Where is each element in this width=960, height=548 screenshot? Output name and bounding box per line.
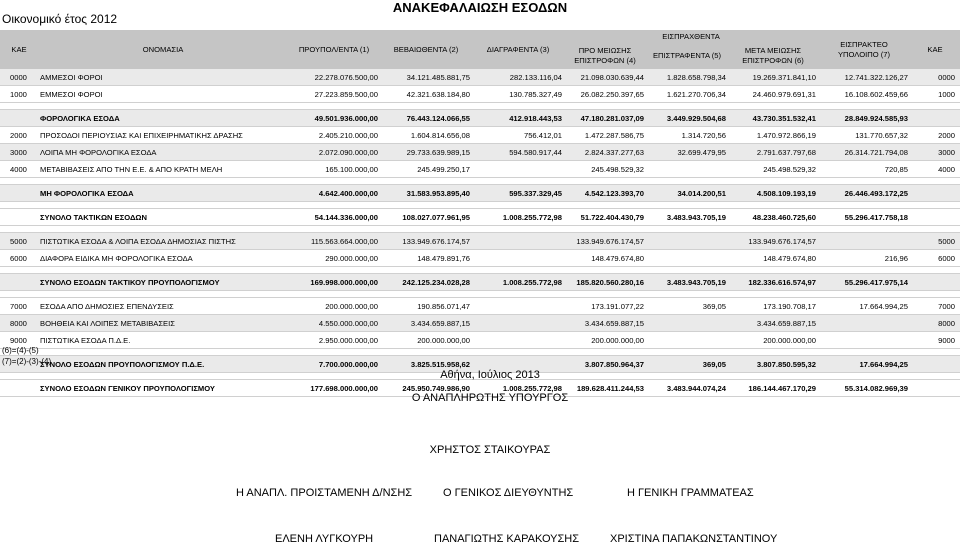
cell-collectible bbox=[818, 233, 910, 250]
cell-certified: 108.027.077.961,95 bbox=[380, 209, 472, 226]
spacer-cell bbox=[0, 178, 960, 185]
cell-name: ΑΜΜΕΣΟΙ ΦΟΡΟΙ bbox=[38, 69, 288, 86]
cell-name: ΕΣΟΔΑ ΑΠΟ ΔΗΜΟΣΙΕΣ ΕΠΕΝΔΥΣΕΙΣ bbox=[38, 298, 288, 315]
cell-pre-refund: 1.472.287.586,75 bbox=[564, 127, 646, 144]
cell-written-off: 130.785.327,49 bbox=[472, 86, 564, 103]
role-center: Ο ΓΕΝΙΚΟΣ ΔΙΕΥΘΥΝΤΗΣ bbox=[443, 487, 574, 499]
cell-kae-right: 6000 bbox=[910, 250, 960, 267]
cell-kae-right bbox=[910, 274, 960, 291]
table-row bbox=[0, 185, 960, 202]
cell-certified: 190.856.071,47 bbox=[380, 298, 472, 315]
cell-certified: 245.950.749.986,90 bbox=[380, 380, 472, 397]
cell-pre-refund: 47.180.281.037,09 bbox=[564, 110, 646, 127]
cell-certified: 42.321.638.184,80 bbox=[380, 86, 472, 103]
spacer-cell bbox=[0, 291, 960, 298]
table-spacer-row bbox=[0, 267, 960, 274]
header-post-refund: ΜΕΤΑ ΜΕΙΩΣΗΣ ΕΠΙΣΤΡΟΦΩΝ (6) bbox=[728, 43, 818, 69]
cell-kae: 0000 bbox=[0, 69, 38, 86]
cell-written-off: 1.008.255.772,98 bbox=[472, 380, 564, 397]
cell-collectible: 131.770.657,32 bbox=[818, 127, 910, 144]
role-left: Η ΑΝΑΠΛ. ΠΡΟΙΣΤΑΜΕΝΗ Δ/ΝΣΗΣ bbox=[236, 487, 413, 499]
cell-kae-right: 4000 bbox=[910, 161, 960, 178]
cell-pre-refund: 189.628.411.244,53 bbox=[564, 380, 646, 397]
cell-post-refund: 4.508.109.193,19 bbox=[728, 185, 818, 202]
table-row bbox=[0, 161, 960, 178]
cell-kae-right: 8000 bbox=[910, 315, 960, 332]
cell-written-off: 282.133.116,04 bbox=[472, 69, 564, 86]
cell-kae-right bbox=[910, 209, 960, 226]
cell-certified: 1.604.814.656,08 bbox=[380, 127, 472, 144]
cell-name: ΣΥΝΟΛΟ ΕΣΟΔΩΝ ΓΕΝΙΚΟΥ ΠΡΟΥΠΟΛΟΓΙΣΜΟΥ bbox=[38, 380, 288, 397]
cell-pre-refund: 2.824.337.277,63 bbox=[564, 144, 646, 161]
cell-forecast: 169.998.000.000,00 bbox=[288, 274, 380, 291]
cell-kae-right: 1000 bbox=[910, 86, 960, 103]
header-collectible: ΕΙΣΠΡΑΚΤΕΟ ΥΠΟΛΟΙΠΟ (7) bbox=[818, 30, 910, 69]
cell-written-off: 594.580.917,44 bbox=[472, 144, 564, 161]
cell-pre-refund: 133.949.676.174,57 bbox=[564, 233, 646, 250]
cell-kae: 1000 bbox=[0, 86, 38, 103]
cell-refunds bbox=[646, 315, 728, 332]
cell-certified: 3.434.659.887,15 bbox=[380, 315, 472, 332]
name-center: ΠΑΝΑΓΙΩΤΗΣ ΚΑΡΑΚΟΥΣΗΣ bbox=[434, 533, 580, 545]
deputy-minister-title: Ο ΑΝΑΠΛΗΡΩΤΗΣ ΥΠΟΥΡΓΟΣ bbox=[411, 392, 569, 404]
table-row bbox=[0, 274, 960, 291]
cell-kae-right: 0000 bbox=[910, 69, 960, 86]
cell-refunds: 3.483.943.705,19 bbox=[646, 274, 728, 291]
table-row bbox=[0, 209, 960, 226]
cell-written-off: 1.008.255.772,98 bbox=[472, 209, 564, 226]
cell-written-off bbox=[472, 332, 564, 349]
header-pre-refund: ΠΡΟ ΜΕΙΩΣΗΣ ΕΠΙΣΤΡΟΦΩΝ (4) bbox=[564, 43, 646, 69]
header-kae-right: ΚΑΕ bbox=[910, 30, 960, 69]
cell-forecast: 27.223.859.500,00 bbox=[288, 86, 380, 103]
cell-kae-right bbox=[910, 110, 960, 127]
cell-name: ΣΥΝΟΛΟ ΕΣΟΔΩΝ ΠΡΟΥΠΟΛΟΓΙΣΜΟΥ Π.Δ.Ε. bbox=[38, 356, 288, 373]
header-refunds: ΕΠΙΣΤΡΑΦΕΝΤΑ (5) bbox=[646, 43, 728, 69]
name-left: ΕΛΕΝΗ ΛΥΓΚΟΥΡΗ bbox=[275, 533, 374, 545]
cell-pre-refund: 200.000.000,00 bbox=[564, 332, 646, 349]
cell-forecast: 22.278.076.500,00 bbox=[288, 69, 380, 86]
cell-refunds: 3.483.943.705,19 bbox=[646, 209, 728, 226]
header-kae: ΚΑΕ bbox=[0, 30, 38, 69]
cell-written-off bbox=[472, 298, 564, 315]
revenue-summary-table bbox=[0, 30, 960, 397]
cell-refunds: 369,05 bbox=[646, 356, 728, 373]
cell-kae: 4000 bbox=[0, 161, 38, 178]
cell-collectible: 55.296.417.975,14 bbox=[818, 274, 910, 291]
cell-forecast: 290.000.000,00 bbox=[288, 250, 380, 267]
cell-name: ΕΜΜΕΣΟΙ ΦΟΡΟΙ bbox=[38, 86, 288, 103]
table-row bbox=[0, 86, 960, 103]
header-collected-group: ΕΙΣΠΡΑΧΘΕΝΤΑ bbox=[564, 30, 818, 43]
cell-post-refund: 245.498.529,32 bbox=[728, 161, 818, 178]
table-row bbox=[0, 110, 960, 127]
table-row bbox=[0, 298, 960, 315]
formula-note-1: (6)=(4)-(5) bbox=[2, 346, 39, 355]
cell-collectible: 720,85 bbox=[818, 161, 910, 178]
header-name: ΟΝΟΜΑΣΙΑ bbox=[38, 30, 288, 69]
table-row bbox=[0, 332, 960, 349]
cell-certified: 148.479.891,76 bbox=[380, 250, 472, 267]
table-row bbox=[0, 233, 960, 250]
cell-kae: 8000 bbox=[0, 315, 38, 332]
cell-forecast: 2.072.090.000,00 bbox=[288, 144, 380, 161]
cell-refunds bbox=[646, 250, 728, 267]
cell-written-off: 756.412,01 bbox=[472, 127, 564, 144]
cell-kae: 3000 bbox=[0, 144, 38, 161]
cell-name: ΠΙΣΤΩΤΙΚΑ ΕΣΟΔΑ Π.Δ.Ε. bbox=[38, 332, 288, 349]
cell-forecast: 165.100.000,00 bbox=[288, 161, 380, 178]
cell-collectible: 26.314.721.794,08 bbox=[818, 144, 910, 161]
cell-kae: 6000 bbox=[0, 250, 38, 267]
cell-post-refund: 186.144.467.170,29 bbox=[728, 380, 818, 397]
cell-name: ΒΟΗΘΕΙΑ ΚΑΙ ΛΟΙΠΕΣ ΜΕΤΑΒΙΒΑΣΕΙΣ bbox=[38, 315, 288, 332]
cell-refunds: 369,05 bbox=[646, 298, 728, 315]
header-forecast: ΠΡΟΥΠΟΛ/ΕΝΤΑ (1) bbox=[288, 30, 380, 69]
cell-forecast: 2.405.210.000,00 bbox=[288, 127, 380, 144]
cell-certified: 200.000.000,00 bbox=[380, 332, 472, 349]
cell-name: ΣΥΝΟΛΟ ΕΣΟΔΩΝ ΤΑΚΤΙΚΟΥ ΠΡΟΥΠΟΛΟΓΙΣΜΟΥ bbox=[38, 274, 288, 291]
formula-note-2: (7)=(2)-(3)-(4) bbox=[2, 357, 52, 366]
cell-kae: 5000 bbox=[0, 233, 38, 250]
page-title: ΑΝΑΚΕΦΑΛΑΙΩΣΗ ΕΣΟΔΩΝ bbox=[392, 0, 568, 15]
cell-forecast: 54.144.336.000,00 bbox=[288, 209, 380, 226]
cell-collectible: 12.741.322.126,27 bbox=[818, 69, 910, 86]
cell-collectible: 16.108.602.459,66 bbox=[818, 86, 910, 103]
cell-post-refund: 3.807.850.595,32 bbox=[728, 356, 818, 373]
cell-written-off: 1.008.255.772,98 bbox=[472, 274, 564, 291]
spacer-cell bbox=[0, 202, 960, 209]
table-row bbox=[0, 144, 960, 161]
cell-kae: 7000 bbox=[0, 298, 38, 315]
cell-certified: 242.125.234.028,28 bbox=[380, 274, 472, 291]
cell-certified: 29.733.639.989,15 bbox=[380, 144, 472, 161]
cell-collectible: 216,96 bbox=[818, 250, 910, 267]
cell-pre-refund: 3.807.850.964,37 bbox=[564, 356, 646, 373]
cell-refunds bbox=[646, 233, 728, 250]
cell-written-off: 595.337.329,45 bbox=[472, 185, 564, 202]
cell-kae-right: 2000 bbox=[910, 127, 960, 144]
table-row bbox=[0, 315, 960, 332]
cell-post-refund: 24.460.979.691,31 bbox=[728, 86, 818, 103]
cell-pre-refund: 148.479.674,80 bbox=[564, 250, 646, 267]
cell-written-off bbox=[472, 233, 564, 250]
table-spacer-row bbox=[0, 226, 960, 233]
header-certified: ΒΕΒΑΙΩΘΕΝΤΑ (2) bbox=[380, 30, 472, 69]
cell-post-refund: 48.238.460.725,60 bbox=[728, 209, 818, 226]
cell-collectible: 55.314.082.969,39 bbox=[818, 380, 910, 397]
cell-forecast: 2.950.000.000,00 bbox=[288, 332, 380, 349]
cell-name: ΦΟΡΟΛΟΓΙΚΑ ΕΣΟΔΑ bbox=[38, 110, 288, 127]
cell-forecast: 49.501.936.000,00 bbox=[288, 110, 380, 127]
cell-certified: 245.499.250,17 bbox=[380, 161, 472, 178]
cell-refunds bbox=[646, 332, 728, 349]
cell-forecast: 4.642.400.000,00 bbox=[288, 185, 380, 202]
cell-kae-right: 7000 bbox=[910, 298, 960, 315]
cell-forecast: 115.563.664.000,00 bbox=[288, 233, 380, 250]
cell-certified: 133.949.676.174,57 bbox=[380, 233, 472, 250]
table-spacer-row bbox=[0, 202, 960, 209]
cell-pre-refund: 173.191.077,22 bbox=[564, 298, 646, 315]
cell-post-refund: 200.000.000,00 bbox=[728, 332, 818, 349]
cell-forecast: 177.698.000.000,00 bbox=[288, 380, 380, 397]
cell-name: ΠΡΟΣΟΔΟΙ ΠΕΡΙΟΥΣΙΑΣ ΚΑΙ ΕΠΙΧΕΙΡΗΜΑΤΙΚΗΣ ΔΡΑΣΗΣ bbox=[38, 127, 288, 144]
cell-name: ΜΕΤΑΒΙΒΑΣΕΙΣ ΑΠΟ ΤΗΝ Ε.Ε. & ΑΠΟ ΚΡΑΤΗ ΜΕΛΗ bbox=[38, 161, 288, 178]
cell-kae bbox=[0, 185, 38, 202]
cell-collectible: 28.849.924.585,93 bbox=[818, 110, 910, 127]
cell-written-off bbox=[472, 250, 564, 267]
cell-name: ΜΗ ΦΟΡΟΛΟΓΙΚΑ ΕΣΟΔΑ bbox=[38, 185, 288, 202]
cell-refunds: 1.621.270.706,34 bbox=[646, 86, 728, 103]
cell-pre-refund: 185.820.560.280,16 bbox=[564, 274, 646, 291]
cell-kae-right: 9000 bbox=[910, 332, 960, 349]
cell-collectible bbox=[818, 315, 910, 332]
table-row bbox=[0, 250, 960, 267]
cell-post-refund: 173.190.708,17 bbox=[728, 298, 818, 315]
cell-post-refund: 182.336.616.574,97 bbox=[728, 274, 818, 291]
cell-written-off bbox=[472, 161, 564, 178]
cell-pre-refund: 26.082.250.397,65 bbox=[564, 86, 646, 103]
cell-collectible: 17.664.994,25 bbox=[818, 356, 910, 373]
cell-pre-refund: 21.098.030.639,44 bbox=[564, 69, 646, 86]
spacer-cell bbox=[0, 349, 960, 356]
table-header-row bbox=[0, 30, 960, 43]
table-spacer-row bbox=[0, 103, 960, 110]
cell-pre-refund: 4.542.123.393,70 bbox=[564, 185, 646, 202]
cell-certified: 76.443.124.066,55 bbox=[380, 110, 472, 127]
cell-pre-refund: 245.498.529,32 bbox=[564, 161, 646, 178]
table-row bbox=[0, 127, 960, 144]
spacer-cell bbox=[0, 226, 960, 233]
cell-name: ΛΟΙΠΑ ΜΗ ΦΟΡΟΛΟΓΙΚΑ ΕΣΟΔΑ bbox=[38, 144, 288, 161]
cell-post-refund: 133.949.676.174,57 bbox=[728, 233, 818, 250]
cell-name: ΔΙΑΦΟΡΑ ΕΙΔΙΚΑ ΜΗ ΦΟΡΟΛΟΓΙΚΑ ΕΣΟΔΑ bbox=[38, 250, 288, 267]
cell-collectible bbox=[818, 332, 910, 349]
spacer-cell bbox=[0, 267, 960, 274]
cell-collectible: 55.296.417.758,18 bbox=[818, 209, 910, 226]
cell-refunds: 1.314.720,56 bbox=[646, 127, 728, 144]
cell-pre-refund: 51.722.404.430,79 bbox=[564, 209, 646, 226]
cell-post-refund: 3.434.659.887,15 bbox=[728, 315, 818, 332]
cell-forecast: 4.550.000.000,00 bbox=[288, 315, 380, 332]
cell-name: ΠΙΣΤΩΤΙΚΑ ΕΣΟΔΑ & ΛΟΙΠΑ ΕΣΟΔΑ ΔΗΜΟΣΙΑΣ ΠΙΣΤΗΣ bbox=[38, 233, 288, 250]
cell-kae bbox=[0, 274, 38, 291]
table-row bbox=[0, 69, 960, 86]
cell-post-refund: 19.269.371.841,10 bbox=[728, 69, 818, 86]
header-written-off: ΔΙΑΓΡΑΦΕΝΤΑ (3) bbox=[472, 30, 564, 69]
cell-kae-right: 3000 bbox=[910, 144, 960, 161]
cell-kae bbox=[0, 209, 38, 226]
cell-refunds: 3.483.944.074,24 bbox=[646, 380, 728, 397]
spacer-cell bbox=[0, 103, 960, 110]
cell-forecast: 200.000.000,00 bbox=[288, 298, 380, 315]
fiscal-year-label: Οικονομικό έτος 2012 bbox=[2, 12, 118, 26]
deputy-minister-name: ΧΡΗΣΤΟΣ ΣΤΑΙΚΟΥΡΑΣ bbox=[429, 444, 551, 456]
cell-kae: 9000 bbox=[0, 332, 38, 349]
cell-written-off: 412.918.443,53 bbox=[472, 110, 564, 127]
name-right: ΧΡΙΣΤΙΝΑ ΠΑΠΑΚΩΝΣΤΑΝΤΙΝΟΥ bbox=[610, 533, 778, 545]
cell-kae bbox=[0, 110, 38, 127]
cell-refunds: 34.014.200,51 bbox=[646, 185, 728, 202]
cell-name: ΣΥΝΟΛΟ ΤΑΚΤΙΚΩΝ ΕΣΟΔΩΝ bbox=[38, 209, 288, 226]
cell-refunds: 1.828.658.798,34 bbox=[646, 69, 728, 86]
cell-post-refund: 148.479.674,80 bbox=[728, 250, 818, 267]
cell-collectible: 17.664.994,25 bbox=[818, 298, 910, 315]
cell-certified: 3.825.515.958,62 bbox=[380, 356, 472, 373]
cell-kae: 2000 bbox=[0, 127, 38, 144]
cell-post-refund: 2.791.637.797,68 bbox=[728, 144, 818, 161]
cell-refunds bbox=[646, 161, 728, 178]
table-spacer-row bbox=[0, 291, 960, 298]
cell-forecast: 7.700.000.000,00 bbox=[288, 356, 380, 373]
place-date: Αθήνα, Ιούλιος 2013 bbox=[440, 369, 540, 381]
cell-refunds: 3.449.929.504,68 bbox=[646, 110, 728, 127]
cell-post-refund: 1.470.972.866,19 bbox=[728, 127, 818, 144]
role-right: Η ΓΕΝΙΚΗ ΓΡΑΜΜΑΤΕΑΣ bbox=[627, 487, 754, 499]
cell-certified: 31.583.953.895,40 bbox=[380, 185, 472, 202]
table-spacer-row bbox=[0, 178, 960, 185]
cell-kae-right bbox=[910, 185, 960, 202]
cell-refunds: 32.699.479,95 bbox=[646, 144, 728, 161]
cell-certified: 34.121.485.881,75 bbox=[380, 69, 472, 86]
cell-collectible: 26.446.493.172,25 bbox=[818, 185, 910, 202]
cell-written-off bbox=[472, 315, 564, 332]
cell-kae-right: 5000 bbox=[910, 233, 960, 250]
table-spacer-row bbox=[0, 349, 960, 356]
cell-pre-refund: 3.434.659.887,15 bbox=[564, 315, 646, 332]
cell-post-refund: 43.730.351.532,41 bbox=[728, 110, 818, 127]
